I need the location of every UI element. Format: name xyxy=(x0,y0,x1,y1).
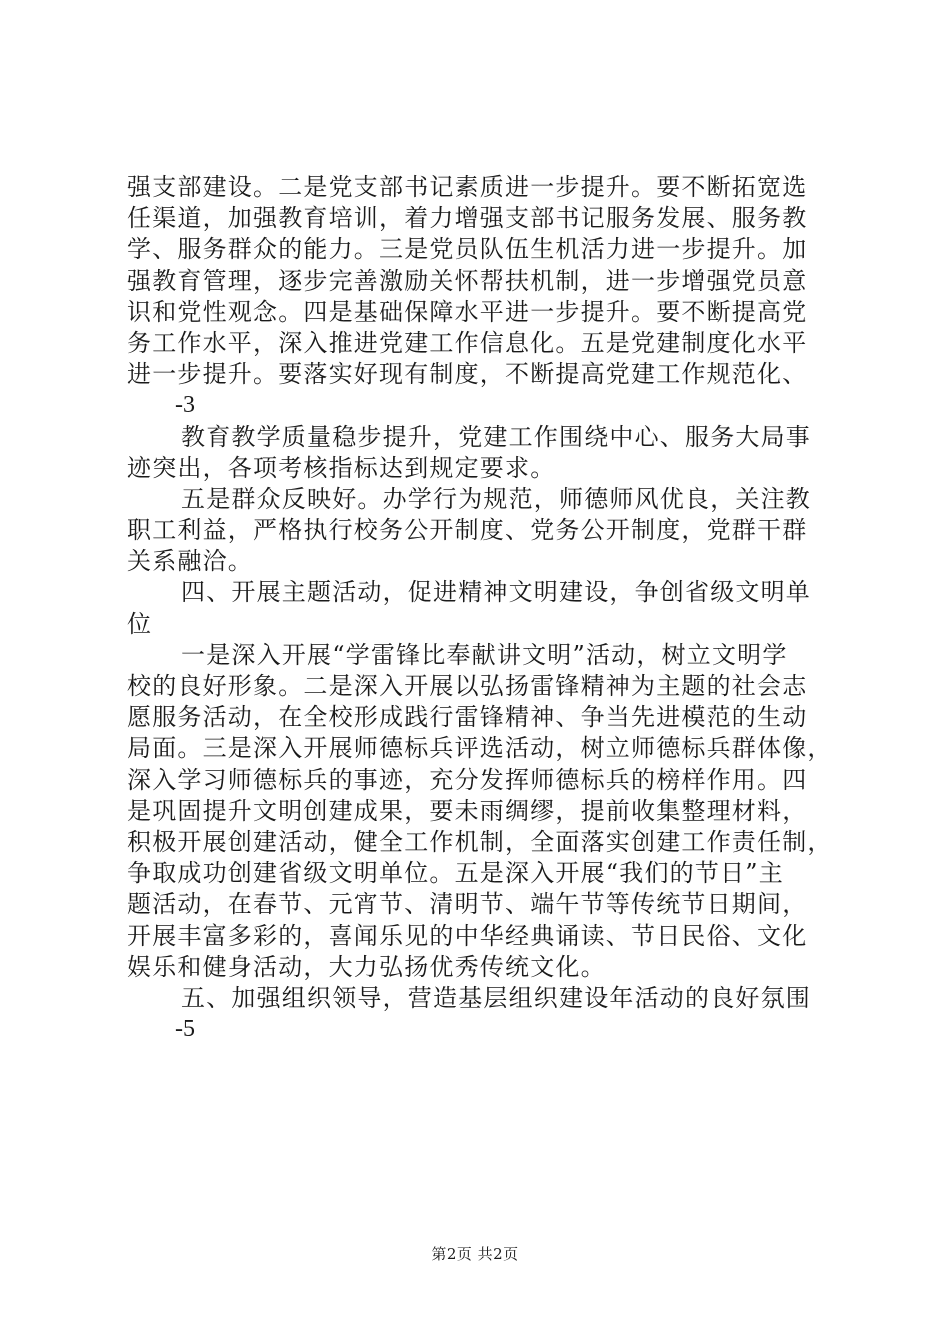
text-line: 识和党性观念。四是基础保障水平进一步提升。要不断提高党 xyxy=(127,297,808,326)
text-line: 强支部建设。二是党支部书记素质进一步提升。要不断拓宽选 xyxy=(127,173,808,201)
text-line: 局面。三是深入开展师德标兵评选活动，树立师德标兵群体像， xyxy=(127,734,833,763)
text-line: 教育教学质量稳步提升，党建工作围绕中心、服务大局事 xyxy=(181,422,811,451)
text-line: 争取成功创建省级文明单位。五是深入开展“我们的节日”主 xyxy=(127,859,784,888)
text-line: 任渠道，加强教育培训，着力增强支部书记服务发展、服务教 xyxy=(127,204,808,233)
page-footer: 第2页 共2页 xyxy=(431,1245,519,1263)
section-heading-cont: 位 xyxy=(127,609,153,638)
page-marker: -5 xyxy=(175,1016,195,1043)
text-line: 学、服务群众的能力。三是党员队伍生机活力进一步提升。加 xyxy=(127,235,808,264)
text-line: 一是深入开展“学雷锋比奉献讲文明”活动，树立文明学 xyxy=(181,640,788,669)
text-line: 愿服务活动，在全校形成践行雷锋精神、争当先进模范的生动 xyxy=(127,703,808,732)
text-line: 关系融洽。 xyxy=(127,547,253,576)
section-heading: 四、开展主题活动，促进精神文明建设，争创省级文明单 xyxy=(181,578,811,607)
text-line: 进一步提升。要落实好现有制度，不断提高党建工作规范化、 xyxy=(127,360,808,389)
page-marker: -3 xyxy=(175,392,195,419)
text-line: 务工作水平，深入推进党建工作信息化。五是党建制度化水平 xyxy=(127,328,808,357)
text-line: 娱乐和健身活动，大力弘扬优秀传统文化。 xyxy=(127,952,606,981)
section-heading: 五、加强组织领导，营造基层组织建设年活动的良好氛围 xyxy=(181,983,811,1012)
text-line: 深入学习师德标兵的事迹，充分发挥师德标兵的榜样作用。四 xyxy=(127,765,808,794)
text-line: 校的良好形象。二是深入开展以弘扬雷锋精神为主题的社会志 xyxy=(127,672,808,700)
text-line: 五是群众反映好。办学行为规范，师德师风优良，关注教 xyxy=(181,484,811,513)
text-line: 题活动，在春节、元宵节、清明节、端午节等传统节日期间， xyxy=(127,890,808,919)
document-body xyxy=(127,172,837,1045)
text-line: 职工利益，严格执行校务公开制度、党务公开制度，党群干群 xyxy=(127,516,808,545)
text-line: 迹突出，各项考核指标达到规定要求。 xyxy=(127,453,556,482)
text-line: 强教育管理，逐步完善激励关怀帮扶机制，进一步增强党员意 xyxy=(127,266,808,295)
text-line: 积极开展创建活动，健全工作机制，全面落实创建工作责任制， xyxy=(127,827,833,856)
text-line: 是巩固提升文明创建成果，要未雨绸缪，提前收集整理材料， xyxy=(127,796,808,825)
text-line: 开展丰富多彩的，喜闻乐见的中华经典诵读、节日民俗、文化 xyxy=(127,921,808,950)
